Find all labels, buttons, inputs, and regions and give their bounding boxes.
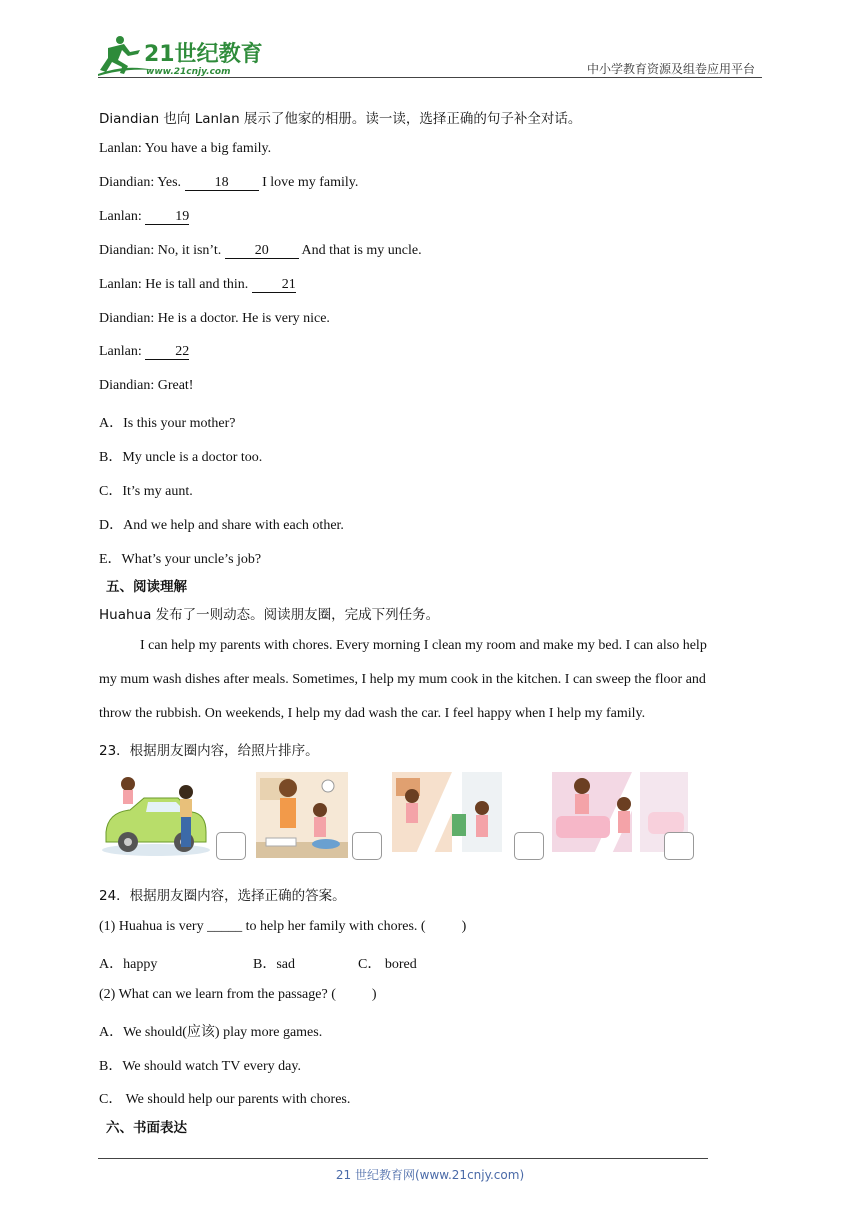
dialogue-line-4: Diandian: No, it isn’t. 20 And that is my uncle. [99,243,422,258]
photo-cook [256,772,348,858]
photo-wash-car [100,772,212,858]
passage-line-2: my mum wash dishes after meals. Sometimes, I help my mum cook in the kitchen. I can sweep the floor and [99,672,706,687]
q24-2-option-c: C． We should help our parents with chores. [99,1092,351,1107]
section-heading-writing: 六、书面表达 [106,1120,187,1136]
platform-name: 中小学教育资源及组卷应用平台 [586,62,755,76]
footer-text: 21 世纪教育网(www.21cnjy.com) [335,1168,525,1182]
dialogue-line-1: Lanlan: You have a big family. [99,141,272,156]
dialogue-line-2: Diandian: Yes. 18 I love my family. [99,175,359,190]
q24-1-option-a: A．happy [99,957,158,972]
blank-19[interactable]: 19 [145,210,189,225]
section-heading-reading: 五、阅读理解 [106,579,187,595]
footer-divider [98,1158,708,1159]
blank-20[interactable]: 20 [225,244,299,259]
question-24-2: (2) What can we learn from the passage? ( ) [99,987,377,1002]
q24-2-option-a: A．We should(应该) play more games. [99,1025,323,1040]
option-a: A．Is this your mother? [99,416,236,431]
dialogue-line-8: Diandian: Great! [99,378,194,393]
blank-21[interactable]: 21 [252,278,296,293]
svg-text:www.21cnjy.com: www.21cnjy.com [146,67,231,77]
dialogue-line-3: Lanlan: 19 [99,209,190,224]
dialogue-instructions: Diandian 也向 Lanlan 展示了他家的相册。读一读，选择正确的句子补全对话。 [99,111,582,127]
photo-rubbish [392,772,502,858]
reading-instructions: Huahua 发布了一则动态。阅读朋友圈，完成下列任务。 [99,607,440,623]
option-b: B．My uncle is a doctor too. [99,450,263,465]
option-d: D．And we help and share with each other. [99,518,344,533]
page-header [0,0,860,80]
passage-line-3: throw the rubbish. On weekends, I help my dad wash the car. I feel happy when I help my family. [99,706,646,721]
photo-row [100,772,700,862]
dialogue-line-7: Lanlan: 22 [99,344,190,359]
question-24: 24．根据朋友圈内容，选择正确的答案。 [99,888,346,904]
order-box-4[interactable] [664,832,694,860]
order-box-3[interactable] [514,832,544,860]
order-box-2[interactable] [352,832,382,860]
header-divider [98,77,762,78]
order-box-1[interactable] [216,832,246,860]
dialogue-line-6: Diandian: He is a doctor. He is very nice. [99,311,330,326]
option-c: C．It’s my aunt. [99,484,193,499]
question-24-1: (1) Huahua is very _____ to help her family with chores. ( ) [99,919,467,934]
dialogue-line-5: Lanlan: He is tall and thin. 21 [99,277,296,292]
q24-2-option-b: B．We should watch TV every day. [99,1059,301,1074]
blank-18[interactable]: 18 [185,176,259,191]
q24-1-option-c: C． bored [358,957,417,972]
q24-1-option-b: B．sad [253,957,295,972]
site-logo [94,34,264,78]
passage-line-1: I can help my parents with chores. Every morning I clean my room and make my bed. I can also help [140,638,707,653]
question-23: 23．根据朋友圈内容，给照片排序。 [99,743,319,759]
option-e: E．What’s your uncle’s job? [99,552,262,567]
blank-22[interactable]: 22 [145,345,189,360]
svg-text:21世纪教育: 21世纪教育 [144,42,263,67]
